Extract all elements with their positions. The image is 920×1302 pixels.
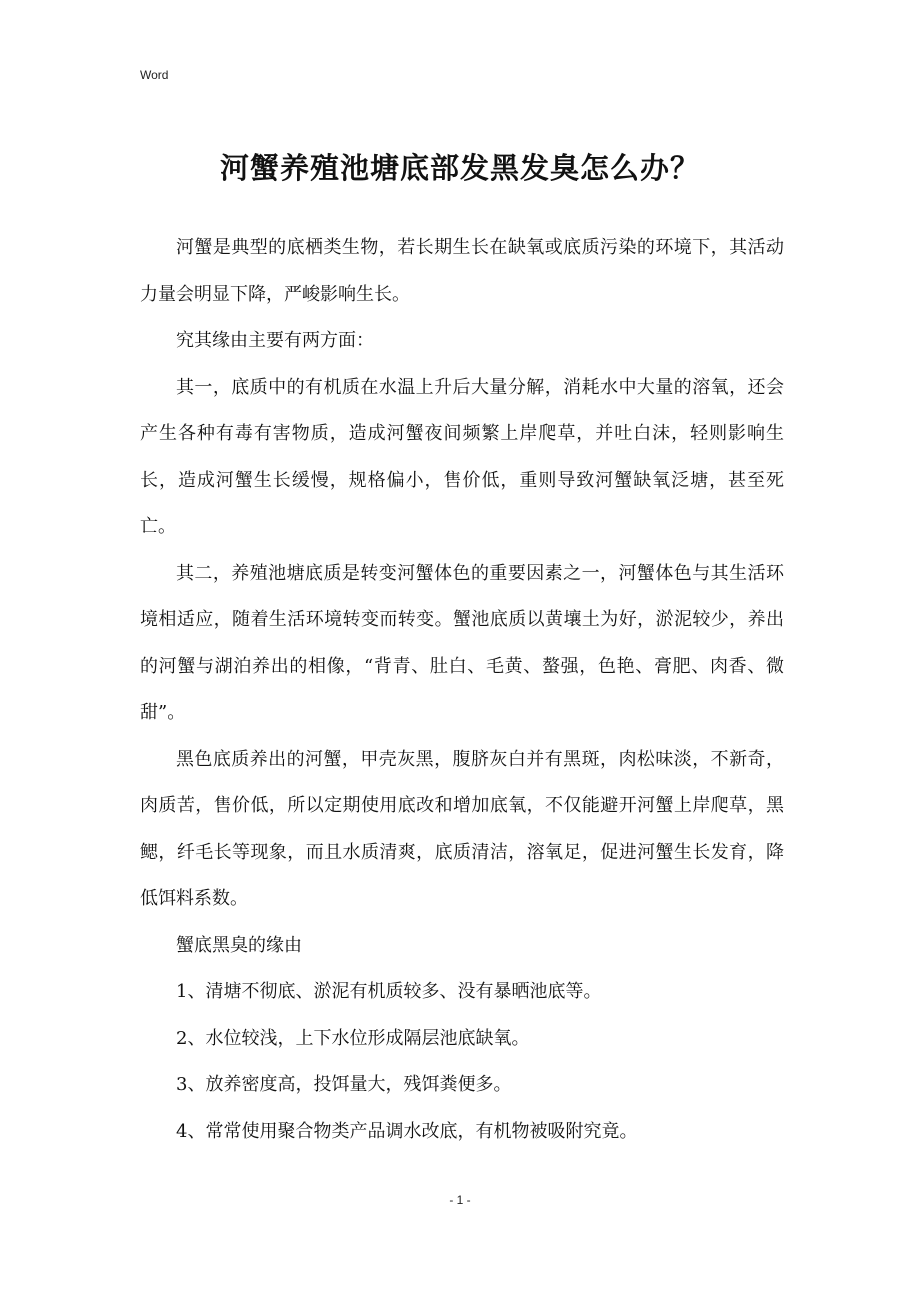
paragraph: 其一，底质中的有机质在水温上升后大量分解，消耗水中大量的溶氧，还会产生各种有毒有害物质，造成河蟹夜间频繁上岸爬草，并吐白沫，轻则影响生长，造成河蟹生长缓慢，规格偏小，售价低，重则导致河蟹缺氧泛塘，甚至死亡。 <box>140 376 784 537</box>
document-body <box>140 225 784 1155</box>
paragraph: 究其缘由主要有两方面： <box>176 330 374 351</box>
page-number: - 1 - <box>449 1193 471 1207</box>
list-item: 3、放养密度高，投饵量大，残饵粪便多。 <box>176 1074 512 1095</box>
paragraph: 黑色底质养出的河蟹，甲壳灰黑，腹脐灰白并有黑斑，肉松味淡，不新奇，肉质苦，售价低，所以定期使用底改和增加底氧，不仅能避开河蟹上岸爬草，黑鳃，纤毛长等现象，而且水质清爽，底质清洁，溶氧足，促进河蟹生长发育，降低饵料系数。 <box>140 748 784 909</box>
list-item: 2、水位较浅，上下水位形成隔层池底缺氧。 <box>176 1027 530 1049</box>
paragraph: 河蟹是典型的底栖类生物，若长期生长在缺氧或底质污染的环境下，其活动力量会明显下降，严峻影响生长。 <box>140 237 784 305</box>
list-item: 1、清塘不彻底、淤泥有机质较多、没有暴晒池底等。 <box>176 981 602 1002</box>
header-label: Word <box>140 68 169 82</box>
paragraph: 其二，养殖池塘底质是转变河蟹体色的重要因素之一，河蟹体色与其生活环境相适应，随着生活环境转变而转变。蟹池底质以黄壤土为好，淤泥较少，养出的河蟹与湖泊养出的相像，“背青、肚白、毛黄、螯强，色艳、膏肥、肉香、微甜”。 <box>140 562 784 723</box>
list-item: 4、常常使用聚合物类产品调水改底，有机物被吸附究竟。 <box>176 1120 638 1142</box>
document-title: 河蟹养殖池塘底部发黑发臭怎么办？ <box>219 151 700 185</box>
paragraph: 蟹底黑臭的缘由 <box>176 934 302 956</box>
